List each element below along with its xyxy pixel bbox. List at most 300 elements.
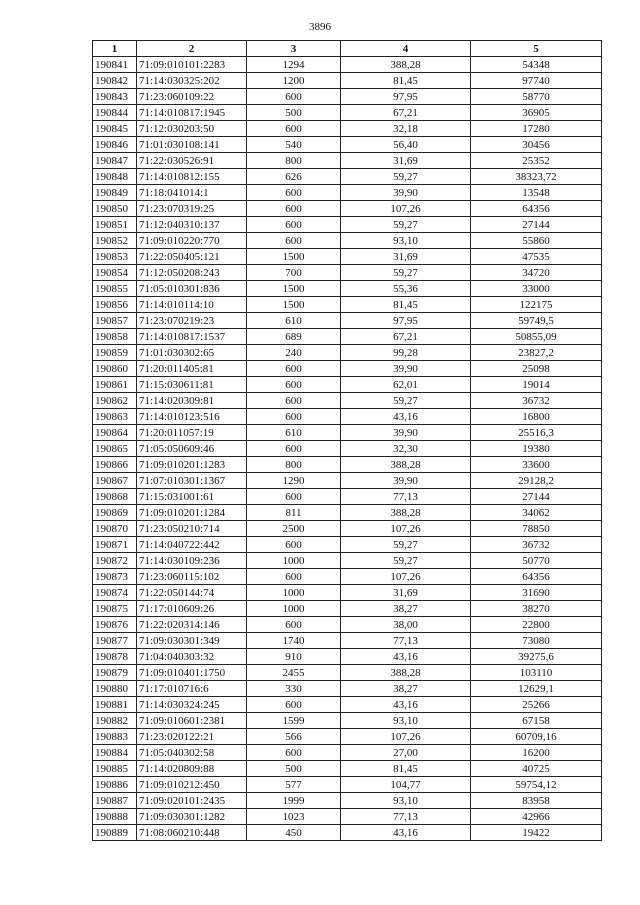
rate-cell: 39,90	[341, 425, 471, 441]
value-cell: 38270	[471, 601, 602, 617]
rate-cell: 32,30	[341, 441, 471, 457]
cadastral-number-cell: 71:14:010812:155	[137, 169, 247, 185]
rate-cell: 99,28	[341, 345, 471, 361]
area-cell: 600	[247, 697, 341, 713]
area-cell: 600	[247, 121, 341, 137]
rate-cell: 107,26	[341, 201, 471, 217]
area-cell: 1000	[247, 553, 341, 569]
value-cell: 38323,72	[471, 169, 602, 185]
table-row	[93, 745, 602, 761]
page-number: 3896	[309, 21, 331, 33]
rate-cell: 388,28	[341, 505, 471, 521]
rate-cell: 59,27	[341, 169, 471, 185]
table-row	[93, 585, 602, 601]
row-number-cell: 190878	[93, 649, 137, 665]
value-cell: 54348	[471, 57, 602, 73]
value-cell: 30456	[471, 137, 602, 153]
table-row	[93, 169, 602, 185]
row-number-cell: 190845	[93, 121, 137, 137]
cadastral-number-cell: 71:05:040302:58	[137, 745, 247, 761]
rate-cell: 27,00	[341, 745, 471, 761]
table-row	[93, 233, 602, 249]
table-row	[93, 521, 602, 537]
rate-cell: 43,16	[341, 697, 471, 713]
rate-cell: 59,27	[341, 553, 471, 569]
cadastral-number-cell: 71:14:040722:442	[137, 537, 247, 553]
value-cell: 50855,09	[471, 329, 602, 345]
cadastral-number-cell: 71:23:070319:25	[137, 201, 247, 217]
cadastral-number-cell: 71:20:011057:19	[137, 425, 247, 441]
table-row	[93, 713, 602, 729]
row-number-cell: 190844	[93, 105, 137, 121]
table-row	[93, 665, 602, 681]
column-header-5: 5	[471, 41, 602, 57]
value-cell: 13548	[471, 185, 602, 201]
value-cell: 39275,6	[471, 649, 602, 665]
area-cell: 600	[247, 185, 341, 201]
area-cell: 626	[247, 169, 341, 185]
row-number-cell: 190841	[93, 57, 137, 73]
table-row	[93, 409, 602, 425]
table-row	[93, 217, 602, 233]
area-cell: 600	[247, 409, 341, 425]
rate-cell: 62,01	[341, 377, 471, 393]
value-cell: 19380	[471, 441, 602, 457]
rate-cell: 77,13	[341, 633, 471, 649]
cadastral-number-cell: 71:14:010114:10	[137, 297, 247, 313]
area-cell: 800	[247, 457, 341, 473]
area-cell: 540	[247, 137, 341, 153]
area-cell: 1999	[247, 793, 341, 809]
cadastral-number-cell: 71:14:030325:202	[137, 73, 247, 89]
row-number-cell: 190876	[93, 617, 137, 633]
area-cell: 600	[247, 569, 341, 585]
cadastral-number-cell: 71:15:031001:61	[137, 489, 247, 505]
row-number-cell: 190888	[93, 809, 137, 825]
cadastral-number-cell: 71:23:060115:102	[137, 569, 247, 585]
rate-cell: 107,26	[341, 569, 471, 585]
table-row	[93, 425, 602, 441]
area-cell: 2500	[247, 521, 341, 537]
area-cell: 610	[247, 313, 341, 329]
table-row	[93, 441, 602, 457]
table-row	[93, 73, 602, 89]
table-row	[93, 761, 602, 777]
cadastral-number-cell: 71:09:010212:450	[137, 777, 247, 793]
row-number-cell: 190887	[93, 793, 137, 809]
cadastral-number-cell: 71:17:010609:26	[137, 601, 247, 617]
row-number-cell: 190879	[93, 665, 137, 681]
table-row	[93, 729, 602, 745]
rate-cell: 107,26	[341, 729, 471, 745]
row-number-cell: 190880	[93, 681, 137, 697]
rate-cell: 81,45	[341, 73, 471, 89]
rate-cell: 59,27	[341, 217, 471, 233]
cadastral-number-cell: 71:22:020314:146	[137, 617, 247, 633]
row-number-cell: 190846	[93, 137, 137, 153]
table-row	[93, 553, 602, 569]
row-number-cell: 190884	[93, 745, 137, 761]
value-cell: 83958	[471, 793, 602, 809]
rate-cell: 93,10	[341, 793, 471, 809]
area-cell: 811	[247, 505, 341, 521]
row-number-cell: 190859	[93, 345, 137, 361]
cadastral-number-cell: 71:05:050609:46	[137, 441, 247, 457]
value-cell: 42966	[471, 809, 602, 825]
row-number-cell: 190849	[93, 185, 137, 201]
rate-cell: 31,69	[341, 585, 471, 601]
value-cell: 50770	[471, 553, 602, 569]
cadastral-number-cell: 71:23:070219:23	[137, 313, 247, 329]
table-row	[93, 809, 602, 825]
rate-cell: 104,77	[341, 777, 471, 793]
table-row	[93, 185, 602, 201]
table-row	[93, 313, 602, 329]
row-number-cell: 190850	[93, 201, 137, 217]
area-cell: 600	[247, 617, 341, 633]
area-cell: 500	[247, 761, 341, 777]
row-number-cell: 190882	[93, 713, 137, 729]
value-cell: 59754,12	[471, 777, 602, 793]
value-cell: 22800	[471, 617, 602, 633]
rate-cell: 81,45	[341, 761, 471, 777]
area-cell: 600	[247, 233, 341, 249]
cadastral-number-cell: 71:12:040310:137	[137, 217, 247, 233]
table-row	[93, 537, 602, 553]
area-cell: 600	[247, 745, 341, 761]
rate-cell: 388,28	[341, 665, 471, 681]
rate-cell: 39,90	[341, 473, 471, 489]
row-number-cell: 190847	[93, 153, 137, 169]
rate-cell: 43,16	[341, 409, 471, 425]
table-row	[93, 377, 602, 393]
area-cell: 1500	[247, 249, 341, 265]
row-number-cell: 190873	[93, 569, 137, 585]
column-header-4: 4	[341, 41, 471, 57]
row-number-cell: 190874	[93, 585, 137, 601]
value-cell: 27144	[471, 489, 602, 505]
cadastral-number-cell: 71:01:030108:141	[137, 137, 247, 153]
value-cell: 73080	[471, 633, 602, 649]
area-cell: 800	[247, 153, 341, 169]
column-header-2: 2	[137, 41, 247, 57]
table-row	[93, 601, 602, 617]
value-cell: 25098	[471, 361, 602, 377]
value-cell: 59749,5	[471, 313, 602, 329]
table-header	[93, 41, 602, 57]
value-cell: 34720	[471, 265, 602, 281]
rate-cell: 59,27	[341, 537, 471, 553]
rate-cell: 31,69	[341, 153, 471, 169]
row-number-cell: 190885	[93, 761, 137, 777]
cadastral-number-cell: 71:04:040303:32	[137, 649, 247, 665]
table-row	[93, 345, 602, 361]
cadastral-number-cell: 71:09:010201:1283	[137, 457, 247, 473]
area-cell: 566	[247, 729, 341, 745]
value-cell: 36905	[471, 105, 602, 121]
table-row	[93, 57, 602, 73]
cadastral-number-cell: 71:18:041014:1	[137, 185, 247, 201]
cadastral-number-cell: 71:09:010401:1750	[137, 665, 247, 681]
row-number-cell: 190866	[93, 457, 137, 473]
table-row	[93, 825, 602, 841]
rate-cell: 97,95	[341, 89, 471, 105]
value-cell: 25352	[471, 153, 602, 169]
value-cell: 97740	[471, 73, 602, 89]
value-cell: 64356	[471, 201, 602, 217]
cadastral-number-cell: 71:09:030301:1282	[137, 809, 247, 825]
cadastral-number-cell: 71:22:050144:74	[137, 585, 247, 601]
cadastral-number-cell: 71:12:050208:243	[137, 265, 247, 281]
value-cell: 64356	[471, 569, 602, 585]
value-cell: 19014	[471, 377, 602, 393]
column-header-3: 3	[247, 41, 341, 57]
table-row	[93, 361, 602, 377]
area-cell: 1500	[247, 281, 341, 297]
rate-cell: 55,36	[341, 281, 471, 297]
value-cell: 103110	[471, 665, 602, 681]
area-cell: 450	[247, 825, 341, 841]
area-cell: 600	[247, 377, 341, 393]
rate-cell: 38,00	[341, 617, 471, 633]
cadastral-number-cell: 71:17:010716:6	[137, 681, 247, 697]
table-row	[93, 633, 602, 649]
area-cell: 1294	[247, 57, 341, 73]
area-cell: 1000	[247, 601, 341, 617]
row-number-cell: 190870	[93, 521, 137, 537]
rate-cell: 39,90	[341, 361, 471, 377]
cadastral-number-cell: 71:22:050405:121	[137, 249, 247, 265]
table-row	[93, 105, 602, 121]
value-cell: 31690	[471, 585, 602, 601]
rate-cell: 59,27	[341, 265, 471, 281]
value-cell: 33000	[471, 281, 602, 297]
cadastral-number-cell: 71:09:010101:2283	[137, 57, 247, 73]
cadastral-number-cell: 71:05:010301:836	[137, 281, 247, 297]
row-number-cell: 190871	[93, 537, 137, 553]
row-number-cell: 190854	[93, 265, 137, 281]
row-number-cell: 190877	[93, 633, 137, 649]
row-number-cell: 190853	[93, 249, 137, 265]
cadastral-number-cell: 71:14:010817:1945	[137, 105, 247, 121]
area-cell: 689	[247, 329, 341, 345]
row-number-cell: 190868	[93, 489, 137, 505]
cadastral-number-cell: 71:07:010301:1367	[137, 473, 247, 489]
row-number-cell: 190867	[93, 473, 137, 489]
value-cell: 33600	[471, 457, 602, 473]
row-number-cell: 190856	[93, 297, 137, 313]
cadastral-number-cell: 71:08:060210:448	[137, 825, 247, 841]
row-number-cell: 190881	[93, 697, 137, 713]
cadastral-number-cell: 71:23:050210:714	[137, 521, 247, 537]
area-cell: 600	[247, 441, 341, 457]
row-number-cell: 190872	[93, 553, 137, 569]
value-cell: 19422	[471, 825, 602, 841]
table-row	[93, 649, 602, 665]
rate-cell: 388,28	[341, 457, 471, 473]
value-cell: 12629,1	[471, 681, 602, 697]
area-cell: 1599	[247, 713, 341, 729]
area-cell: 600	[247, 361, 341, 377]
rate-cell: 77,13	[341, 809, 471, 825]
rate-cell: 31,69	[341, 249, 471, 265]
rate-cell: 77,13	[341, 489, 471, 505]
table-row	[93, 137, 602, 153]
table-row	[93, 505, 602, 521]
rate-cell: 81,45	[341, 297, 471, 313]
area-cell: 2455	[247, 665, 341, 681]
value-cell: 122175	[471, 297, 602, 313]
rate-cell: 67,21	[341, 329, 471, 345]
area-cell: 1023	[247, 809, 341, 825]
header-row	[93, 41, 602, 57]
table-row	[93, 617, 602, 633]
value-cell: 60709,16	[471, 729, 602, 745]
cadastral-number-cell: 71:09:030301:349	[137, 633, 247, 649]
area-cell: 240	[247, 345, 341, 361]
area-cell: 600	[247, 393, 341, 409]
area-cell: 910	[247, 649, 341, 665]
table-row	[93, 489, 602, 505]
rate-cell: 97,95	[341, 313, 471, 329]
value-cell: 27144	[471, 217, 602, 233]
rate-cell: 38,27	[341, 681, 471, 697]
value-cell: 17280	[471, 121, 602, 137]
value-cell: 67158	[471, 713, 602, 729]
cadastral-number-cell: 71:23:020122:21	[137, 729, 247, 745]
cadastral-number-cell: 71:22:030526:91	[137, 153, 247, 169]
row-number-cell: 190851	[93, 217, 137, 233]
area-cell: 500	[247, 105, 341, 121]
rate-cell: 32,18	[341, 121, 471, 137]
rate-cell: 43,16	[341, 825, 471, 841]
area-cell: 600	[247, 537, 341, 553]
rate-cell: 388,28	[341, 57, 471, 73]
area-cell: 600	[247, 217, 341, 233]
value-cell: 36732	[471, 393, 602, 409]
row-number-cell: 190864	[93, 425, 137, 441]
area-cell: 1290	[247, 473, 341, 489]
value-cell: 16800	[471, 409, 602, 425]
table-row	[93, 121, 602, 137]
value-cell: 29128,2	[471, 473, 602, 489]
area-cell: 330	[247, 681, 341, 697]
row-number-cell: 190862	[93, 393, 137, 409]
area-cell: 1200	[247, 73, 341, 89]
value-cell: 47535	[471, 249, 602, 265]
value-cell: 23827,2	[471, 345, 602, 361]
cadastral-number-cell: 71:20:011405:81	[137, 361, 247, 377]
area-cell: 600	[247, 489, 341, 505]
table-row	[93, 457, 602, 473]
value-cell: 58770	[471, 89, 602, 105]
row-number-cell: 190843	[93, 89, 137, 105]
row-number-cell: 190886	[93, 777, 137, 793]
area-cell: 577	[247, 777, 341, 793]
value-cell: 55860	[471, 233, 602, 249]
rate-cell: 93,10	[341, 233, 471, 249]
table-body	[93, 57, 602, 841]
cadastral-number-cell: 71:14:030324:245	[137, 697, 247, 713]
row-number-cell: 190875	[93, 601, 137, 617]
row-number-cell: 190860	[93, 361, 137, 377]
cadastral-number-cell: 71:12:030203:50	[137, 121, 247, 137]
row-number-cell: 190861	[93, 377, 137, 393]
rate-cell: 39,90	[341, 185, 471, 201]
row-number-cell: 190889	[93, 825, 137, 841]
area-cell: 1000	[247, 585, 341, 601]
row-number-cell: 190865	[93, 441, 137, 457]
table-row	[93, 697, 602, 713]
cadastral-number-cell: 71:09:010220:770	[137, 233, 247, 249]
value-cell: 40725	[471, 761, 602, 777]
rate-cell: 59,27	[341, 393, 471, 409]
cadastral-number-cell: 71:23:060109:22	[137, 89, 247, 105]
cadastral-number-cell: 71:14:020809:88	[137, 761, 247, 777]
row-number-cell: 190852	[93, 233, 137, 249]
area-cell: 600	[247, 201, 341, 217]
table-row	[93, 473, 602, 489]
value-cell: 78850	[471, 521, 602, 537]
column-header-1: 1	[93, 41, 137, 57]
table-row	[93, 777, 602, 793]
table-row	[93, 249, 602, 265]
table-row	[93, 569, 602, 585]
row-number-cell: 190848	[93, 169, 137, 185]
table-row	[93, 681, 602, 697]
cadastral-number-cell: 71:14:010817:1537	[137, 329, 247, 345]
register-table	[92, 40, 602, 841]
area-cell: 1740	[247, 633, 341, 649]
cadastral-number-cell: 71:09:020101:2435	[137, 793, 247, 809]
table-row	[93, 201, 602, 217]
rate-cell: 38,27	[341, 601, 471, 617]
value-cell: 16200	[471, 745, 602, 761]
cadastral-number-cell: 71:15:030611:81	[137, 377, 247, 393]
row-number-cell: 190869	[93, 505, 137, 521]
cadastral-number-cell: 71:01:030302:65	[137, 345, 247, 361]
table-row	[93, 153, 602, 169]
rate-cell: 93,10	[341, 713, 471, 729]
row-number-cell: 190858	[93, 329, 137, 345]
area-cell: 700	[247, 265, 341, 281]
area-cell: 600	[247, 89, 341, 105]
row-number-cell: 190863	[93, 409, 137, 425]
row-number-cell: 190883	[93, 729, 137, 745]
row-number-cell: 190842	[93, 73, 137, 89]
area-cell: 610	[247, 425, 341, 441]
value-cell: 25516,3	[471, 425, 602, 441]
table-row	[93, 265, 602, 281]
table-row	[93, 297, 602, 313]
value-cell: 36732	[471, 537, 602, 553]
table-row	[93, 793, 602, 809]
area-cell: 1500	[247, 297, 341, 313]
row-number-cell: 190857	[93, 313, 137, 329]
value-cell: 34062	[471, 505, 602, 521]
cadastral-number-cell: 71:09:010601:2381	[137, 713, 247, 729]
rate-cell: 43,16	[341, 649, 471, 665]
table-row	[93, 89, 602, 105]
rate-cell: 56,40	[341, 137, 471, 153]
cadastral-number-cell: 71:14:010123:516	[137, 409, 247, 425]
table-row	[93, 329, 602, 345]
rate-cell: 67,21	[341, 105, 471, 121]
value-cell: 25266	[471, 697, 602, 713]
table-row	[93, 281, 602, 297]
cadastral-number-cell: 71:14:030109:236	[137, 553, 247, 569]
row-number-cell: 190855	[93, 281, 137, 297]
